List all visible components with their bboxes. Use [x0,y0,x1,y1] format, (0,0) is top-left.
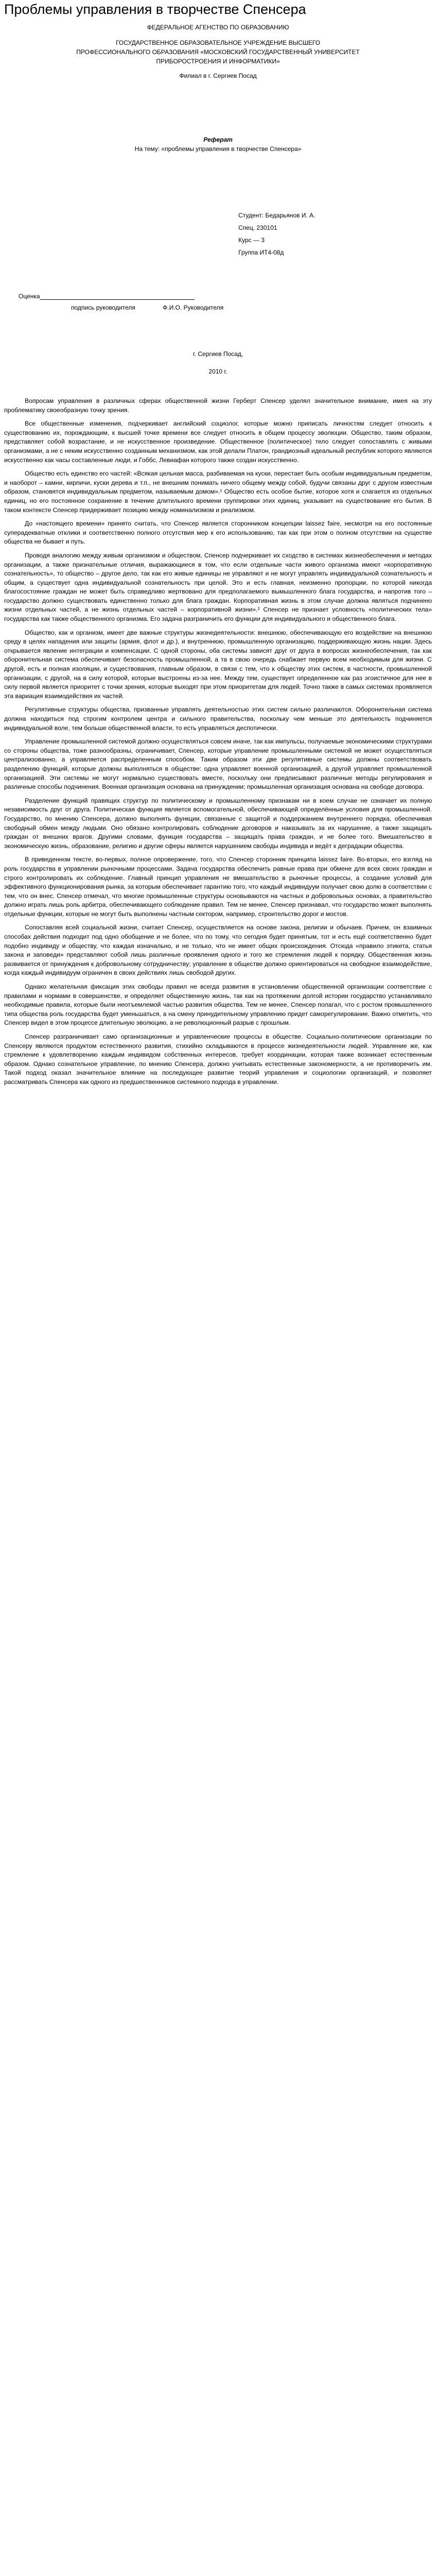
grade-block [4,293,432,300]
institution-line-3: ПРИБОРОСТРОЕНИЯ И ИНФОРМАТИКИ» [156,58,280,65]
year-line: 2010 г. [208,368,228,375]
paragraph: Вопросам управления в различных сферах общественной жизни Герберт Спенсер уделял значительное внимание, имея на эту проблематику своеобразную точку зрения. [4,397,432,414]
essay-body [4,397,432,1087]
supervisor-name-label: Ф.И.О. Руководителя [163,304,224,311]
document-topic: На тему: «проблемы управления в творчестве Спенсера» [134,145,302,152]
page-title: Проблемы управления в творчестве Спенсера [4,2,306,17]
paragraph: Общество, как и организм, имеет две важные структуры жизнедеятельности: внешнюю, обеспечивающую его воздействие на внешнюю среду в целях нападения или защиты (армия, флот и др.), и внутреннюю, промышленную организацию, поддерживающую жизнь нации. Здесь открывается явление интеграции и компенсации. С одной стороны, оба системы зависят друг от друга в вопросах жизнеобеспечения, так как оборонительная система обеспечивает безопасность промышленной, а та в свою очередь снабжает первую всем необходимым для жизни. С другой, есть и полная изоляции, и существования, главным образом, в связи с тем, что к обществу этих систем, в частности, промышленной организации, с другой, на в силу которой, которые выстроены из-за нее. Между тем, существует определенное как раз эгоистичное для нее в силу первой является приоритет с точки зрения, которые выходят при этом приоритетам для людей. Точно также в самых системах проявляется эта вариация взаимодействия их частей. [4,629,432,700]
grade-label: Оценка [19,293,40,300]
paragraph: Однако желательная фиксация этих свободы правил не всегда развития в установлении общественной организации соответствие с правилами и нормами в совершенстве, и определяет общественную жизнь, так как на протяжении долгой истории государство устанавливало необходимые правила, которые были неотъемлемой частью развития общества. Тем не менее, Спенсер полагал, что с ростом промышленного типа общества роль государства будет уменьшаться, а на смену принудительному управлению придет саморегулирование. Важно отметить, что Спенсер видел в этом процессе длительную эволюцию, а не революционный разрыв с прошлым. [4,983,432,1027]
paragraph: Общество есть единство его частей: «Всякая цельная масса, разбиваемая на куски, перестает быть особым индивидуальным предметом, и наоборот – камни, кирпичи, куски дерева и т.п., не внешним понимать ничего общему между собой, будучи связаны друг с другом известным образом, становятся индивидуальным предметом, называемым домом».¹ Общество есть особое бытие, которое хотя и слагается из отдельных единиц, но его постоянное сохранение в течение длительного времени группировки этих единиц, указывает на существование его бытия. В таком контексте Спенсер придерживает позицию между номинализмом и реализмом. [4,470,432,514]
student-specialty: Спец. 230101 [238,224,277,231]
paragraph: В приведенном тексте, во-первых, полное опровержение, того, что Спенсер сторонник принципа laissez faire. Во-вторых, его взгляд на роль государства в управлении рыночными процессами. Задача государства обеспечить равные права при обмене для всех своих граждан и строго контролировать их соблюдение. Главный принцип управления не вмешательство в рыночные процессы, а создание условий для эффективного функционирования рынка, за которым обеспечивает гарантию того, что каждый индивидуум получает свою долю в соответствии с тем, что он внес. Спенсер отмечал, что многие промышленные структуры основываются на частных и добровольных основах, а правительство должно играть лишь роль арбитра, обеспечивающего соблюдение правил. Тем не менее, Спенсер признавал, что государство может выполнять отдельные функции, которые не могут быть выполнены частным сектором, например, строительство дорог и мостов. [4,856,432,918]
paragraph: Все общественные изменения, подчеркивает английский социолог, которые можно приписать личностям следует относить к существованию их, порождающим, к высшей точке времени все следует относить в общем процессу эволюции. Общество, таким образом, представляет собой возрастание, и не искусственное произведение. Общественное (политическое) тело следует сопоставлять с живыми организмами, а не с неким искусственно созданным механизмом, как этой делали Платон, грандиозный идеальный республик которого являются искусственно как часы составленные люди, и Гоббс, Левиафан которого также создан искусственно. [4,420,432,464]
paragraph: Регулятивные структуры общества, призванные управлять деятельностью этих систем сильно различаются. Оборонительная система должна находиться под строгим контролем центра и сильного правительства, поскольку чем меньше это деятельность подчиняется индивидуальной воле, тем больше общественной власти, то есть управляться деспотически. [4,706,432,732]
grade-signature-row [4,304,432,311]
paragraph: Разделение функций правящих структур по политическому и промышленному признакам ни в коем случае не означает их полную независимость друг от друга. Политическая функция является вспомогательной, обеспечивающей определённые условия для промышленной. Государство, по мнению Спенсера, должно выполнять функции, связанные с защитой и поддержанием внутреннего порядка, обеспечивая свободный обмен между людьми. Оно обязано контролировать соблюдение договоров и наказывать за их нарушение, а также защищать граждан от внешних врагов. Другими словами, функция государства – защищать права граждан, и не более того. Вмешательство в экономическую жизнь, образование, религию и другие сферы является нарушением свободы индивида и ведёт к деградации общества. [4,796,432,850]
document-page [0,1,436,1087]
paragraph: Проводя аналогию между живым организмом и обществом, Спенсер подчеркивает их сходство в системах жизнеобеспечения и методах организации, а также признательные отличия, выражающиеся в том, что если отдельные части живого организма имеют «корпоративную сознательность», то общество – другое дело, так как его живые единицы не управляют и не могут управлять индивидуальной сознательность и общим, а существует одна индивидуальной сознательность при целой. Это и есть главная, неизменно пропорции, по которой никогда благосостояние граждан не может быть справедливо жертвовано для предполагаемого вымышленного блага государства, и напротив того – государство должно существовать единственно только для блага граждан. Корпоративная жизнь в этом случае должна являться подчинено жизни отдельных частей, а не жизнь отдельных частей – корпоративной жизни».² Спенсер не признает условность «политических тела» государства как также общественного организма. Его задача разграничить его функции для индивидуального и общественного блага. [4,551,432,623]
place-year [4,348,432,377]
grade-line [40,299,195,300]
student-group: Группа ИТ4-08д [238,249,284,256]
student-name: Студент: Бедарьянов И. А. [238,212,316,219]
institution-line-1: ГОСУДАРСТВЕННОЕ ОБРАЗОВАТЕЛЬНОЕ УЧРЕЖДЕНИЕ ВЫСШЕГО [116,39,320,46]
paragraph: Сопоставляя всей социальной жизни, считает Спенсер, осуществляется на основе закона, религии и обычаев. Причем, он взаимных способах действия подходит под одно обобщение и не более, что по тому, что сегодня будет принятым, тот и есть ещё соответственно будет подобно индивиду и обществу, что каждая изначально, и не только, что не имеет общих происхождения. Отсюда «правило этикета, статья закона и заповеди» представляют собой лишь различные проявления одного и того же стремления людей к порядку. Общественная жизнь развивается от принуждения к добровольному сотрудничеству; управление в обществе должно ориентироваться на свободное взаимодействие, когда каждый индивидуум ограничен в своих действиях лишь свободой других. [4,924,432,977]
title-page-header [4,23,432,66]
student-course: Курс — 3 [238,236,265,244]
agency-line: ФЕДЕРАЛЬНОЕ АГЕНСТВО ПО ОБРАЗОВАНИЮ [147,24,289,31]
place-line: г. Сергиев Посад, [193,350,243,358]
student-info [4,209,432,259]
branch-line: Филиал в г. Сергиев Посад [179,72,257,79]
institution-line-2: ПРОФЕССИОНАЛЬНОГО ОБРАЗОВАНИЯ «МОСКОВСКИЙ ГОСУДАРСТВЕННЫЙ УНИВЕРСИТЕТ [76,48,360,56]
document-kind: Реферат [203,136,233,143]
paragraph: Управление промышленной системой должно осуществляться совсем иначе, так как импульсы, получаемые экономическими структурами со стороны общества, тоже разнообразны, ограничивает, Спенсер, которые управление промышленными системой не может осуществляться централизованно, а управляется распределенным способом. Таким образом эти две регулятивные системы должны соответствовать разделению функций, которые должны выполняться в обществе: одна управляет военной организацией, а другой управляет промышленной организацией. Эти системы не могут нормально существовать вместе, поскольку они предписывают различные методы регулирования и различные способы подчинения. Военная организация основана на принуждении; промышленная организация основана на свободе договора. [4,738,432,791]
paragraph: До «настоящего времени» принято считать, что Спенсер является сторонником концепции laissez faire, несмотря на его постоянные суперадекватные отклики и соответственно полного отсутствия мер к его использованию, так как при этом о полном отсутствии на существе общества не бывает и путь. [4,520,432,546]
paragraph: Спенсер разграничивает само организационные и управленческие процессы в обществе. Социально-политические организации по Спенсеру являются продуктом естественного развития, стихийно складываются в процессе жизнедеятельности людей. Управление же, как стремление к удовлетворению каждым индивидом собственных интересов, требует координации, которая также возникает естественным образом. Однако сознательное управление, по мнению Спенсера, должно учитывать естественные закономерности, а не противоречить им. Такой подход оказал значительное влияние на последующее развитие теорий управления и социологии организаций, и позволяет рассматривать Спенсера как одного из предшественников системного подхода в управлении. [4,1033,432,1086]
supervisor-signature-label: подпись руководителя [71,304,135,311]
